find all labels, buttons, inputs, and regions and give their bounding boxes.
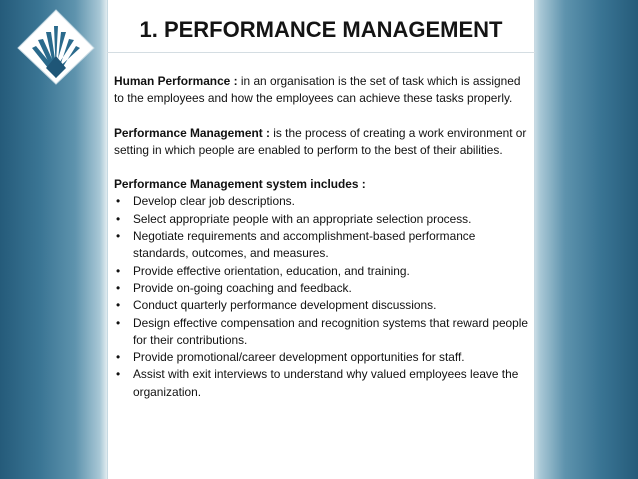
slide-content	[114, 73, 532, 401]
bullet-icon: •	[116, 315, 121, 330]
bullet-icon: •	[116, 211, 121, 226]
system-heading-text: Performance Management system includes :	[114, 177, 366, 192]
list-item	[114, 263, 532, 280]
list-item	[114, 280, 532, 297]
list-item-text: Provide effective orientation, education, and training.	[133, 263, 410, 278]
list-item-text: Negotiate requirements and accomplishment-based performance standards, outcomes, and measures.	[133, 229, 476, 261]
list-item	[114, 297, 532, 314]
bullet-icon: •	[116, 229, 121, 244]
list-item-text: Develop clear job descriptions.	[133, 194, 295, 209]
definition-text: is the process of creating a work environment or setting in which people are enabled to perform to the best of their abilities.	[114, 125, 527, 157]
definition-text: in an organisation is the set of task which is assigned to the employees and how the employees can achieve these tasks properly.	[114, 74, 521, 106]
bullet-icon: •	[116, 280, 121, 295]
human-performance-paragraph	[114, 73, 532, 108]
diamond-sunburst-logo-icon	[16, 8, 96, 86]
bullet-icon: •	[116, 298, 121, 313]
list-item-text: Conduct quarterly performance development discussions.	[133, 298, 437, 313]
list-item	[114, 349, 532, 366]
list-item-text: Select appropriate people with an appropriate selection process.	[133, 211, 472, 226]
list-item	[114, 228, 532, 263]
title-divider	[107, 52, 535, 53]
page-title: 1. PERFORMANCE MANAGEMENT	[139, 17, 503, 42]
bullet-icon: •	[116, 263, 121, 278]
list-item-text: Design effective compensation and recognition systems that reward people for their contributions.	[133, 315, 529, 347]
list-item	[114, 315, 532, 350]
bullet-icon: •	[116, 367, 121, 382]
list-item-text: Provide on-going coaching and feedback.	[133, 280, 352, 295]
bullet-icon: •	[116, 194, 121, 209]
bullet-icon: •	[116, 350, 121, 365]
list-item	[114, 211, 532, 228]
list-item	[114, 366, 532, 401]
list-item	[114, 193, 532, 210]
system-heading	[114, 176, 532, 193]
performance-management-paragraph	[114, 125, 532, 160]
definition-term: Performance Management :	[114, 125, 270, 140]
list-item-text: Assist with exit interviews to understand why valued employees leave the organization.	[133, 367, 519, 399]
definition-term: Human Performance :	[114, 74, 238, 88]
list-item-text: Provide promotional/career development opportunities for staff.	[133, 350, 465, 365]
system-list	[114, 193, 532, 401]
